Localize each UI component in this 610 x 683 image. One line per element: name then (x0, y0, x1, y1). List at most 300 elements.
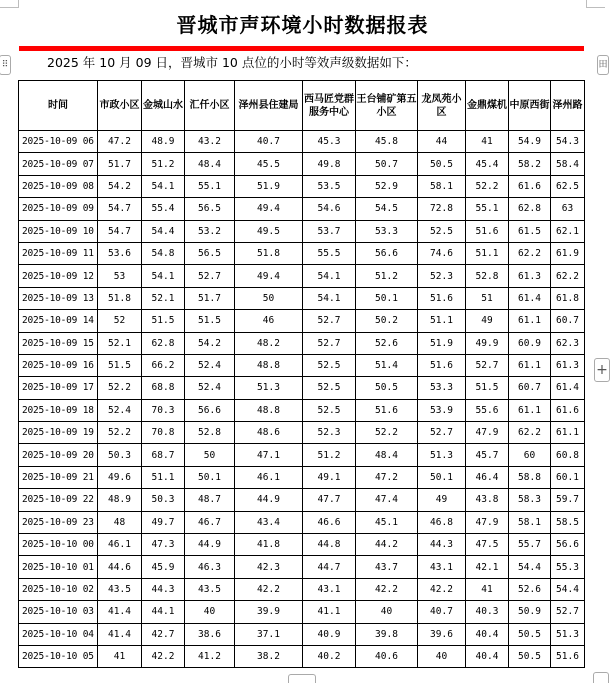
time-cell: 2025-10-09 08 (19, 175, 98, 197)
value-cell: 56.6 (185, 399, 235, 421)
value-cell: 46.7 (185, 511, 235, 533)
value-cell: 62.8 (509, 198, 551, 220)
column-header-time: 时间 (19, 81, 98, 131)
value-cell: 44.9 (235, 489, 303, 511)
value-cell: 52.7 (466, 354, 509, 376)
time-cell: 2025-10-09 17 (19, 377, 98, 399)
value-cell: 52.4 (185, 354, 235, 376)
value-cell: 47.7 (303, 489, 356, 511)
time-cell: 2025-10-09 21 (19, 466, 98, 488)
value-cell: 45.7 (466, 444, 509, 466)
value-cell: 60.8 (551, 444, 585, 466)
value-cell: 55.5 (303, 242, 356, 264)
table-row (19, 287, 585, 309)
value-cell: 49 (466, 310, 509, 332)
value-cell: 52.7 (418, 422, 466, 444)
value-cell: 55.6 (466, 399, 509, 421)
table-row (19, 623, 585, 645)
value-cell: 42.2 (142, 645, 185, 667)
table-row (19, 198, 585, 220)
value-cell: 47.3 (142, 534, 185, 556)
value-cell: 60.9 (509, 332, 551, 354)
value-cell: 46.1 (235, 466, 303, 488)
value-cell: 50.5 (509, 645, 551, 667)
value-cell: 61.1 (509, 310, 551, 332)
value-cell: 41.4 (98, 601, 142, 623)
value-cell: 43.4 (235, 511, 303, 533)
value-cell: 50 (235, 287, 303, 309)
value-cell: 52.5 (418, 220, 466, 242)
value-cell: 50 (185, 444, 235, 466)
value-cell: 51.5 (466, 377, 509, 399)
time-cell: 2025-10-09 19 (19, 422, 98, 444)
table-header-row (19, 81, 585, 131)
value-cell: 55.1 (466, 198, 509, 220)
value-cell: 51.1 (418, 310, 466, 332)
value-cell: 51.4 (356, 354, 418, 376)
column-header-site: 金鼎煤机 (466, 81, 509, 131)
time-cell: 2025-10-09 07 (19, 153, 98, 175)
value-cell: 51.2 (356, 265, 418, 287)
value-cell: 48.4 (185, 153, 235, 175)
value-cell: 54.7 (98, 198, 142, 220)
value-cell: 49.4 (235, 265, 303, 287)
value-cell: 54.2 (185, 332, 235, 354)
value-cell: 60.7 (509, 377, 551, 399)
value-cell: 61.9 (551, 242, 585, 264)
value-cell: 51.3 (551, 623, 585, 645)
value-cell: 47.1 (235, 444, 303, 466)
value-cell: 51.6 (356, 399, 418, 421)
value-cell: 46.8 (418, 511, 466, 533)
value-cell: 54.1 (142, 175, 185, 197)
value-cell: 56.5 (185, 198, 235, 220)
add-row-handle[interactable] (288, 674, 316, 683)
value-cell: 50.7 (356, 153, 418, 175)
value-cell: 49.4 (235, 198, 303, 220)
move-handle-icon[interactable]: ⠿ (0, 55, 11, 75)
value-cell: 62.8 (142, 332, 185, 354)
value-cell: 58.8 (509, 466, 551, 488)
value-cell: 58.5 (551, 511, 585, 533)
value-cell: 56.5 (185, 242, 235, 264)
column-header-site: 王台铺矿第五小区 (356, 81, 418, 131)
intro-paragraph: 2025 年 10 月 09 日，晋城市 10 点位的小时等效声级数据如下： (47, 55, 417, 70)
page-corner-marker-left (0, 0, 19, 8)
value-cell: 53.6 (98, 242, 142, 264)
value-cell: 43.2 (185, 131, 235, 153)
value-cell: 55.7 (509, 534, 551, 556)
time-cell: 2025-10-10 02 (19, 578, 98, 600)
value-cell: 61.4 (551, 377, 585, 399)
value-cell: 42.7 (142, 623, 185, 645)
value-cell: 51.1 (142, 466, 185, 488)
table-row (19, 556, 585, 578)
value-cell: 42.2 (418, 578, 466, 600)
value-cell: 50.1 (356, 287, 418, 309)
table-row (19, 153, 585, 175)
value-cell: 38.6 (185, 623, 235, 645)
value-cell: 52.7 (551, 601, 585, 623)
time-cell: 2025-10-10 04 (19, 623, 98, 645)
value-cell: 52.6 (356, 332, 418, 354)
value-cell: 42.2 (356, 578, 418, 600)
value-cell: 39.6 (418, 623, 466, 645)
value-cell: 51.8 (235, 242, 303, 264)
value-cell: 52.5 (303, 399, 356, 421)
value-cell: 51.1 (466, 242, 509, 264)
value-cell: 49.9 (466, 332, 509, 354)
value-cell: 51.9 (418, 332, 466, 354)
value-cell: 66.2 (142, 354, 185, 376)
value-cell: 38.2 (235, 645, 303, 667)
value-cell: 48.9 (142, 131, 185, 153)
value-cell: 54.4 (142, 220, 185, 242)
value-cell: 40.3 (466, 601, 509, 623)
value-cell: 70.8 (142, 422, 185, 444)
value-cell: 54.4 (509, 556, 551, 578)
value-cell: 62.3 (551, 332, 585, 354)
document-title: 晋城市声环境小时数据报表 (176, 13, 429, 37)
value-cell: 52.2 (356, 422, 418, 444)
value-cell: 55.1 (185, 175, 235, 197)
value-cell: 47.2 (98, 131, 142, 153)
value-cell: 46.3 (185, 556, 235, 578)
value-cell: 44.3 (418, 534, 466, 556)
value-cell: 54.1 (303, 265, 356, 287)
value-cell: 45.3 (303, 131, 356, 153)
time-cell: 2025-10-10 03 (19, 601, 98, 623)
column-header-site: 中原西街 (509, 81, 551, 131)
value-cell: 44.6 (98, 556, 142, 578)
value-cell: 45.5 (235, 153, 303, 175)
value-cell: 54.9 (509, 131, 551, 153)
value-cell: 51.5 (98, 354, 142, 376)
value-cell: 37.1 (235, 623, 303, 645)
column-header-site: 泽州县住建局 (235, 81, 303, 131)
value-cell: 61.3 (551, 354, 585, 376)
value-cell: 48.8 (235, 399, 303, 421)
value-cell: 53.2 (185, 220, 235, 242)
table-row (19, 466, 585, 488)
value-cell: 40 (418, 645, 466, 667)
value-cell: 61.6 (551, 399, 585, 421)
value-cell: 61.5 (509, 220, 551, 242)
value-cell: 50.9 (509, 601, 551, 623)
value-cell: 50.1 (418, 466, 466, 488)
value-cell: 51.3 (418, 444, 466, 466)
time-cell: 2025-10-09 20 (19, 444, 98, 466)
value-cell: 61.1 (509, 354, 551, 376)
value-cell: 41.8 (235, 534, 303, 556)
value-cell: 52 (98, 310, 142, 332)
value-cell: 42.1 (466, 556, 509, 578)
value-cell: 47.9 (466, 422, 509, 444)
value-cell: 53.5 (303, 175, 356, 197)
value-cell: 52.1 (142, 287, 185, 309)
value-cell: 43.1 (303, 578, 356, 600)
value-cell: 62.5 (551, 175, 585, 197)
time-cell: 2025-10-09 14 (19, 310, 98, 332)
table-row (19, 511, 585, 533)
value-cell: 41 (466, 578, 509, 600)
value-cell: 48.9 (98, 489, 142, 511)
value-cell: 44.1 (142, 601, 185, 623)
value-cell: 40.4 (466, 645, 509, 667)
time-cell: 2025-10-09 23 (19, 511, 98, 533)
value-cell: 46 (235, 310, 303, 332)
time-cell: 2025-10-09 22 (19, 489, 98, 511)
value-cell: 61.6 (509, 175, 551, 197)
value-cell: 50.5 (509, 623, 551, 645)
value-cell: 56.6 (356, 242, 418, 264)
value-cell: 59.7 (551, 489, 585, 511)
column-header-site: 金城山水 (142, 81, 185, 131)
value-cell: 49.7 (142, 511, 185, 533)
value-cell: 51.6 (418, 354, 466, 376)
column-header-site: 汇仟小区 (185, 81, 235, 131)
value-cell: 52.9 (356, 175, 418, 197)
value-cell: 40.2 (303, 645, 356, 667)
value-cell: 44.9 (185, 534, 235, 556)
value-cell: 70.3 (142, 399, 185, 421)
value-cell: 49.1 (303, 466, 356, 488)
value-cell: 43.8 (466, 489, 509, 511)
value-cell: 48.6 (235, 422, 303, 444)
value-cell: 45.4 (466, 153, 509, 175)
value-cell: 40.7 (235, 131, 303, 153)
value-cell: 48.8 (235, 354, 303, 376)
time-cell: 2025-10-09 09 (19, 198, 98, 220)
table-row (19, 354, 585, 376)
value-cell: 51.2 (303, 444, 356, 466)
value-cell: 54.1 (142, 265, 185, 287)
value-cell: 52.6 (509, 578, 551, 600)
value-cell: 54.8 (142, 242, 185, 264)
table-row (19, 422, 585, 444)
value-cell: 52.8 (185, 422, 235, 444)
time-cell: 2025-10-09 15 (19, 332, 98, 354)
value-cell: 51.5 (185, 310, 235, 332)
value-cell: 47.2 (356, 466, 418, 488)
value-cell: 48.4 (356, 444, 418, 466)
value-cell: 68.8 (142, 377, 185, 399)
table-row (19, 489, 585, 511)
value-cell: 52.7 (303, 310, 356, 332)
value-cell: 44 (418, 131, 466, 153)
value-cell: 49.8 (303, 153, 356, 175)
value-cell: 51.6 (551, 645, 585, 667)
value-cell: 41.2 (185, 645, 235, 667)
value-cell: 41.1 (303, 601, 356, 623)
page-corner-marker-right (586, 0, 605, 8)
value-cell: 48 (98, 511, 142, 533)
time-cell: 2025-10-10 00 (19, 534, 98, 556)
value-cell: 40 (185, 601, 235, 623)
value-cell: 60 (509, 444, 551, 466)
value-cell: 40.7 (418, 601, 466, 623)
value-cell: 39.8 (356, 623, 418, 645)
table-body (19, 131, 585, 668)
value-cell: 50.5 (418, 153, 466, 175)
table-handle-icon[interactable]: 田 (597, 55, 609, 75)
table-row (19, 377, 585, 399)
value-cell: 48.2 (235, 332, 303, 354)
value-cell: 51.3 (235, 377, 303, 399)
value-cell: 68.7 (142, 444, 185, 466)
value-cell: 40.9 (303, 623, 356, 645)
value-cell: 42.2 (235, 578, 303, 600)
column-header-site: 龙凤苑小区 (418, 81, 466, 131)
value-cell: 51.5 (142, 310, 185, 332)
table-row (19, 242, 585, 264)
value-cell: 45.9 (142, 556, 185, 578)
column-header-site: 泽州路 (551, 81, 585, 131)
value-cell: 49.6 (98, 466, 142, 488)
value-cell: 40 (356, 601, 418, 623)
value-cell: 61.8 (551, 287, 585, 309)
value-cell: 42.3 (235, 556, 303, 578)
value-cell: 62.1 (551, 220, 585, 242)
value-cell: 43.1 (418, 556, 466, 578)
value-cell: 49.5 (235, 220, 303, 242)
value-cell: 52.2 (466, 175, 509, 197)
value-cell: 39.9 (235, 601, 303, 623)
table-row (19, 444, 585, 466)
time-cell: 2025-10-09 13 (19, 287, 98, 309)
value-cell: 43.5 (185, 578, 235, 600)
value-cell: 51.6 (466, 220, 509, 242)
value-cell: 53.7 (303, 220, 356, 242)
value-cell: 47.4 (356, 489, 418, 511)
value-cell: 52.2 (98, 377, 142, 399)
value-cell: 41.4 (98, 623, 142, 645)
value-cell: 51.6 (418, 287, 466, 309)
value-cell: 41 (466, 131, 509, 153)
value-cell: 61.3 (509, 265, 551, 287)
table-row (19, 601, 585, 623)
table-row (19, 310, 585, 332)
value-cell: 55.3 (551, 556, 585, 578)
value-cell: 45.1 (356, 511, 418, 533)
table-row (19, 332, 585, 354)
value-cell: 51.2 (142, 153, 185, 175)
value-cell: 45.8 (356, 131, 418, 153)
table-row (19, 645, 585, 667)
value-cell: 51.7 (185, 287, 235, 309)
value-cell: 51.7 (98, 153, 142, 175)
resize-handle[interactable] (593, 672, 609, 683)
value-cell: 52.3 (418, 265, 466, 287)
table-row (19, 220, 585, 242)
value-cell: 52.5 (303, 354, 356, 376)
value-cell: 52.7 (303, 332, 356, 354)
value-cell: 53.3 (418, 377, 466, 399)
value-cell: 58.4 (551, 153, 585, 175)
value-cell: 50.3 (98, 444, 142, 466)
value-cell: 54.4 (551, 578, 585, 600)
value-cell: 58.1 (509, 511, 551, 533)
value-cell: 43.5 (98, 578, 142, 600)
value-cell: 52.3 (303, 422, 356, 444)
value-cell: 60.7 (551, 310, 585, 332)
value-cell: 52.8 (466, 265, 509, 287)
value-cell: 54.7 (98, 220, 142, 242)
time-cell: 2025-10-10 05 (19, 645, 98, 667)
value-cell: 54.5 (356, 198, 418, 220)
value-cell: 62.2 (509, 242, 551, 264)
time-cell: 2025-10-09 11 (19, 242, 98, 264)
value-cell: 52.4 (185, 377, 235, 399)
value-cell: 52.4 (98, 399, 142, 421)
value-cell: 56.6 (551, 534, 585, 556)
value-cell: 62.2 (509, 422, 551, 444)
column-header-site: 西马匠党群服务中心 (303, 81, 356, 131)
value-cell: 41 (98, 645, 142, 667)
value-cell: 54.2 (98, 175, 142, 197)
value-cell: 72.8 (418, 198, 466, 220)
value-cell: 53.3 (356, 220, 418, 242)
time-cell: 2025-10-09 18 (19, 399, 98, 421)
value-cell: 52.7 (185, 265, 235, 287)
value-cell: 61.1 (509, 399, 551, 421)
value-cell: 52.1 (98, 332, 142, 354)
value-cell: 46.4 (466, 466, 509, 488)
value-cell: 49 (418, 489, 466, 511)
value-cell: 53.9 (418, 399, 466, 421)
value-cell: 47.5 (466, 534, 509, 556)
value-cell: 51 (466, 287, 509, 309)
column-header-site: 市政小区 (98, 81, 142, 131)
value-cell: 61.1 (551, 422, 585, 444)
value-cell: 74.6 (418, 242, 466, 264)
value-cell: 48.7 (185, 489, 235, 511)
noise-data-table (18, 80, 585, 668)
value-cell: 44.3 (142, 578, 185, 600)
value-cell: 44.7 (303, 556, 356, 578)
time-cell: 2025-10-09 10 (19, 220, 98, 242)
value-cell: 44.8 (303, 534, 356, 556)
time-cell: 2025-10-09 16 (19, 354, 98, 376)
table-row (19, 578, 585, 600)
value-cell: 46.6 (303, 511, 356, 533)
value-cell: 61.4 (509, 287, 551, 309)
value-cell: 58.3 (509, 489, 551, 511)
value-cell: 52.5 (303, 377, 356, 399)
table-row (19, 534, 585, 556)
value-cell: 43.7 (356, 556, 418, 578)
value-cell: 58.2 (509, 153, 551, 175)
title-divider (19, 46, 584, 51)
value-cell: 51.8 (98, 287, 142, 309)
value-cell: 50.1 (185, 466, 235, 488)
table-row (19, 131, 585, 153)
value-cell: 63 (551, 198, 585, 220)
plus-icon[interactable]: + (594, 358, 610, 382)
value-cell: 40.4 (466, 623, 509, 645)
value-cell: 52.2 (98, 422, 142, 444)
value-cell: 58.1 (418, 175, 466, 197)
time-cell: 2025-10-09 12 (19, 265, 98, 287)
value-cell: 47.9 (466, 511, 509, 533)
value-cell: 53 (98, 265, 142, 287)
table-row (19, 399, 585, 421)
value-cell: 40.6 (356, 645, 418, 667)
value-cell: 51.9 (235, 175, 303, 197)
value-cell: 54.1 (303, 287, 356, 309)
value-cell: 55.4 (142, 198, 185, 220)
time-cell: 2025-10-09 06 (19, 131, 98, 153)
